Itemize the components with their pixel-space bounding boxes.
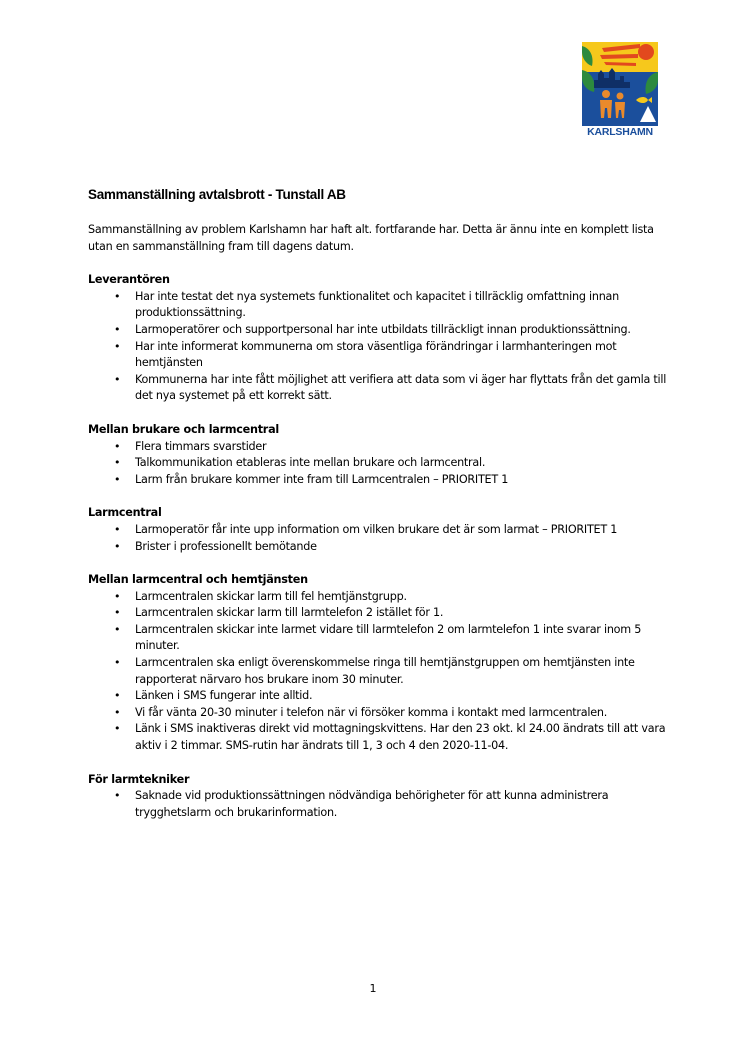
list-item: • Talkommunikation etableras inte mellan brukare och larmcentral.	[135, 455, 668, 472]
bullet-list	[88, 439, 668, 489]
section-heading: Larmcentral	[88, 506, 162, 520]
list-item: • Larmoperatör får inte upp information om vilken brukare det är som larmat – PRIORITET 1	[135, 522, 668, 539]
list-item: • Larm från brukare kommer inte fram till Larmcentralen – PRIORITET 1	[135, 472, 668, 489]
list-item: • Har inte informerat kommunerna om stora väsentliga förändringar i larmhanteringen mot hemtjänsten	[135, 339, 668, 372]
section-heading: För larmtekniker	[88, 772, 190, 786]
section	[88, 505, 668, 555]
list-item: • Larmcentralen ska enligt överenskommelse ringa till hemtjänstgruppen om hemtjänsten inte rapporterat närvaro hos brukare inom 30 minuter.	[135, 655, 668, 688]
bullet-list	[88, 589, 668, 755]
list-item: • Saknade vid produktionssättningen nödvändiga behörigheter för att kunna administrera trygghetslarm och brukarinformation.	[135, 788, 668, 821]
list-item: • Länk i SMS inaktiveras direkt vid mottagningskvittens. Har den 23 okt. kl 24.00 ändrats till att vara aktiv i 2 timmar. SMS-rutin har ändrats till 1, 3 och 4 den 2020-11-04.	[135, 721, 668, 754]
section	[88, 572, 668, 755]
list-item: • Kommunerna har inte fått möjlighet att verifiera att data som vi äger har flyttats från det gamla till det nya systemet på ett korrekt sätt.	[135, 372, 668, 405]
section	[88, 272, 668, 405]
karlshamn-logo	[582, 42, 658, 142]
list-item: • Larmoperatörer och supportpersonal har inte utbildats tillräckligt innan produktionssättning.	[135, 322, 668, 339]
list-item: • Brister i professionellt bemötande	[135, 539, 668, 556]
section-heading: Mellan brukare och larmcentral	[88, 422, 279, 436]
list-item: • Larmcentralen skickar larm till fel hemtjänstgrupp.	[135, 589, 668, 606]
list-item: • Har inte testat det nya systemets funktionalitet och kapacitet i tillräcklig omfattning innan produktionssättning.	[135, 289, 668, 322]
section	[88, 772, 668, 822]
section-heading: Leverantören	[88, 273, 170, 287]
section-heading: Mellan larmcentral och hemtjänsten	[88, 573, 308, 587]
bullet-list	[88, 289, 668, 405]
document-body	[88, 222, 668, 838]
list-item: • Larmcentralen skickar inte larmet vidare till larmtelefon 2 om larmtelefon 1 inte svarar inom 5 minuter.	[135, 622, 668, 655]
page-number: 1	[369, 982, 377, 995]
list-item: • Flera timmars svarstider	[135, 439, 668, 456]
intro-paragraph: Sammanställning av problem Karlshamn har haft alt. fortfarande har. Detta är ännu inte en komplett lista utan en sammanställning fram till dagens datum.	[88, 223, 654, 253]
section	[88, 422, 668, 488]
document-title: Sammanställning avtalsbrott - Tunstall AB	[88, 187, 346, 202]
sections-container	[88, 272, 668, 821]
list-item: • Larmcentralen skickar larm till larmtelefon 2 istället för 1.	[135, 605, 668, 622]
logo-text: KARLSHAMN	[587, 126, 653, 138]
bullet-list	[88, 522, 668, 555]
list-item: • Vi får vänta 20-30 minuter i telefon när vi försöker komma i kontakt med larmcentralen.	[135, 705, 668, 722]
list-item: • Länken i SMS fungerar inte alltid.	[135, 688, 668, 705]
karlshamn-emblem-icon	[582, 42, 658, 126]
bullet-list	[88, 788, 668, 821]
